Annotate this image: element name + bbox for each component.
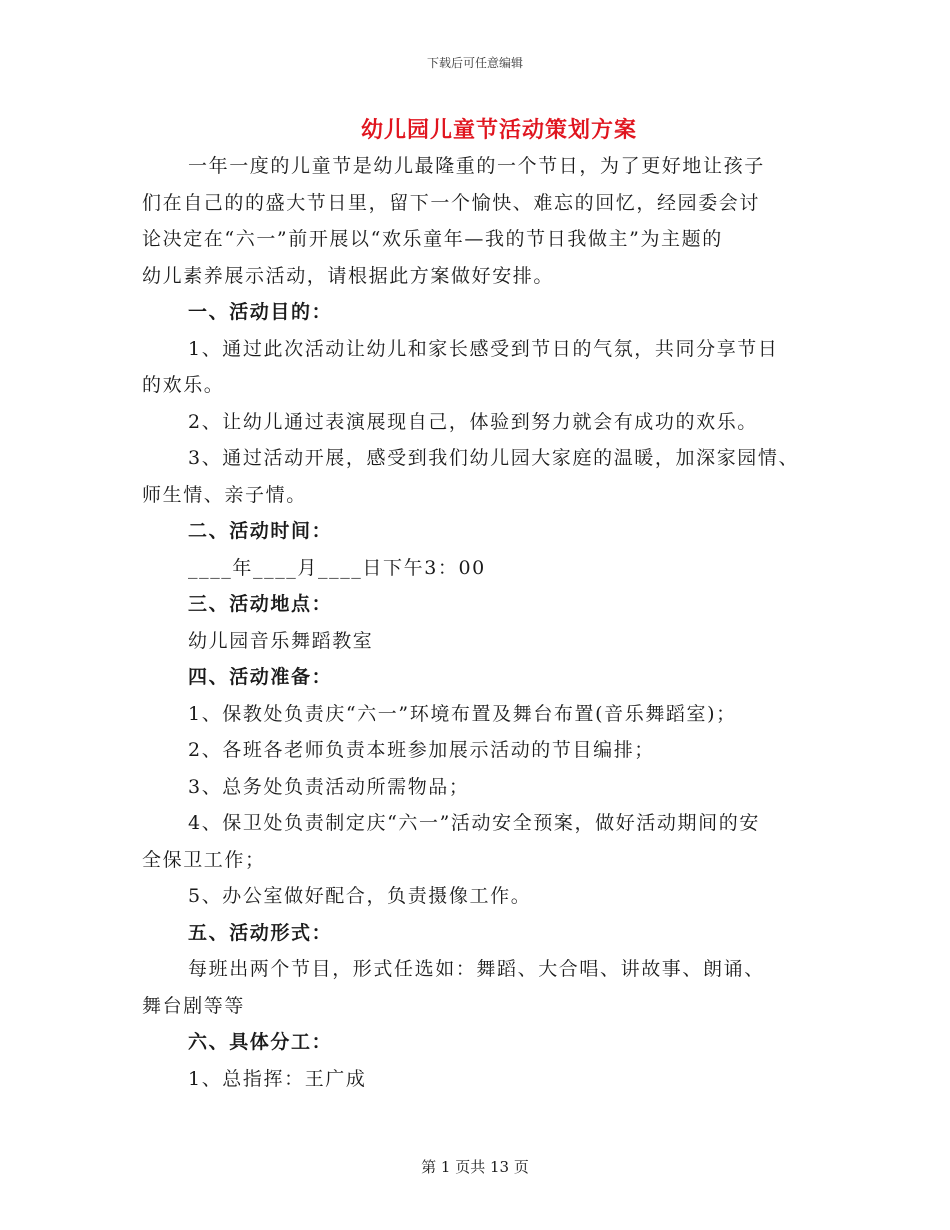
- section-heading: 五、活动形式：: [188, 921, 333, 944]
- section-heading: 二、活动时间：: [188, 520, 333, 542]
- section-heading: 一、活动目的：: [188, 301, 333, 323]
- document-title: 幼儿园儿童节活动策划方案: [360, 117, 637, 143]
- body-line: 们在自己的的盛大节日里，留下一个愉快、难忘的回忆，经园委会讨: [142, 191, 761, 214]
- section-heading: 四、活动准备：: [188, 666, 333, 688]
- body-line: 幼儿素养展示活动，请根据此方案做好安排。: [142, 264, 555, 287]
- body-line: 2、各班各老师负责本班参加展示活动的节目编排；: [188, 739, 655, 761]
- body-line: 论决定在“六一”前开展以“欢乐童年—我的节日我做主”为主题的: [142, 228, 723, 250]
- section-heading: 三、活动地点：: [188, 593, 333, 615]
- header-note: 下载后可任意编辑: [426, 56, 523, 70]
- body-line: 1、总指挥：王广成: [188, 1067, 367, 1090]
- body-line: 3、总务处负责活动所需物品；: [188, 775, 470, 798]
- section-heading: 六、具体分工：: [188, 1031, 333, 1053]
- body-line: 舞台剧等等: [142, 994, 246, 1017]
- body-line: 全保卫工作；: [142, 848, 266, 871]
- body-line: 4、保卫处负责制定庆“六一”活动安全预案，做好活动期间的安: [188, 812, 760, 834]
- page-footer: 第 1 页共 13 页: [421, 1158, 529, 1176]
- body-line: 3、通过活动开展，感受到我们幼儿园大家庭的温暖，加深家园情、: [188, 447, 800, 469]
- body-line: 师生情、亲子情。: [142, 483, 307, 506]
- body-line: 1、保教处负责庆“六一”环境布置及舞台布置(音乐舞蹈室)；: [188, 702, 737, 725]
- body-line: 的欢乐。: [142, 374, 225, 396]
- body-line: 每班出两个节目，形式任选如：舞蹈、大合唱、讲故事、朗诵、: [188, 958, 765, 980]
- document-body: [142, 148, 822, 1097]
- body-line: 2、让幼儿通过表演展现自己，体验到努力就会有成功的欢乐。: [188, 410, 758, 433]
- body-line: 一年一度的儿童节是幼儿最隆重的一个节日，为了更好地让孩子: [188, 155, 765, 177]
- body-line: 幼儿园音乐舞蹈教室: [188, 629, 374, 652]
- body-line: 1、通过此次活动让幼儿和家长感受到节日的气氛，共同分享节日: [188, 337, 779, 360]
- body-line: 5、办公室做好配合，负责摄像工作。: [188, 885, 532, 907]
- body-line: ____年____月____日下午3：00: [188, 556, 486, 579]
